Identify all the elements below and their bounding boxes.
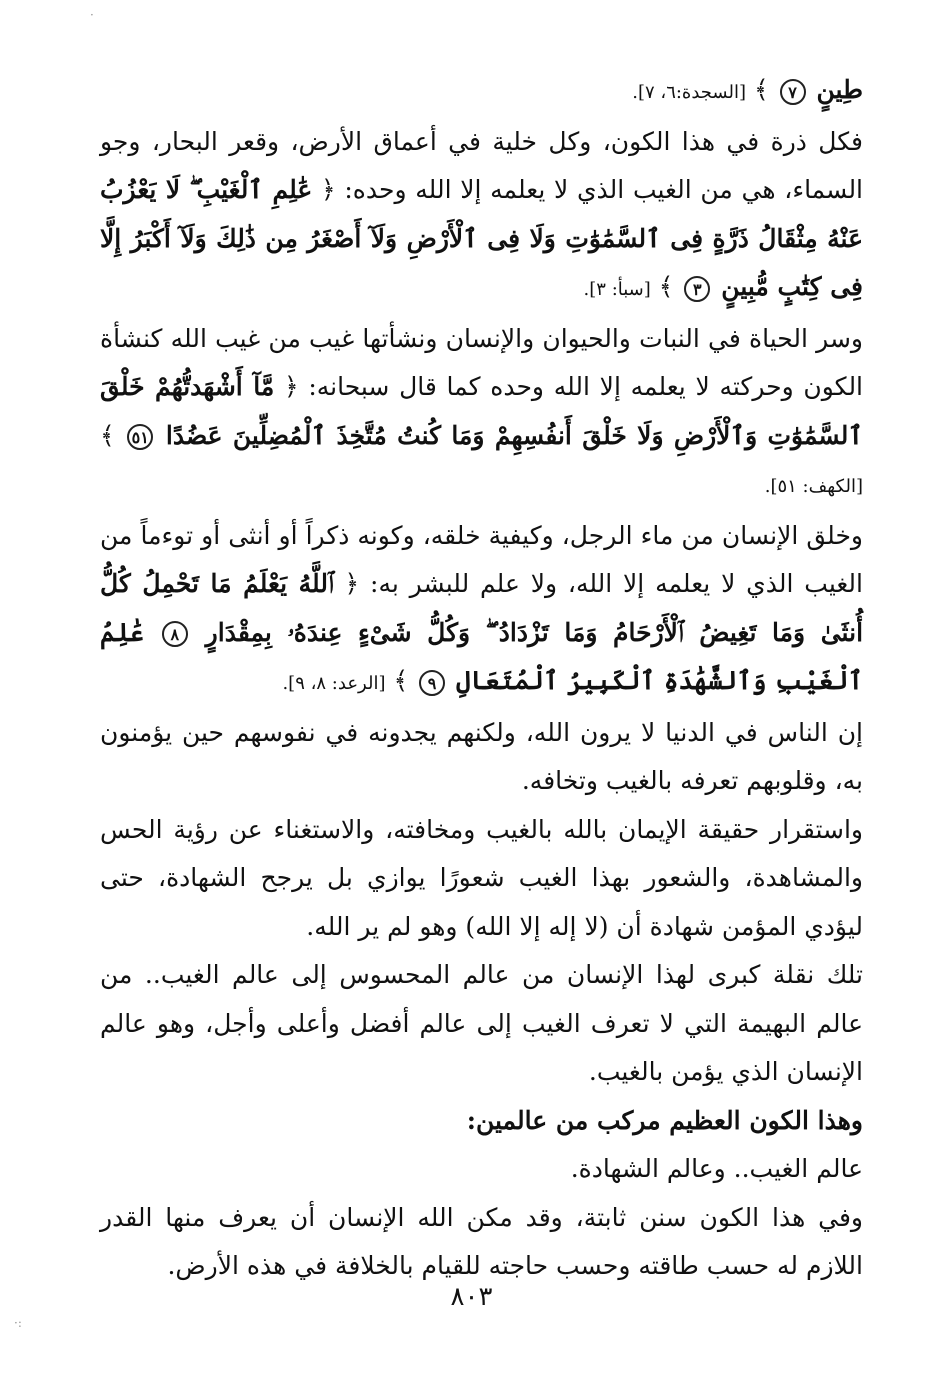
ornate-bracket: ﴿ [344,569,360,598]
body-text: فكل ذرة في هذا الكون، وكل خلية في أعماق الأرض، وقعر البحار، وجو السماء، هي من الغيب الذي لا يعلمه إلا الله وحده: [100,126,864,204]
paragraph [100,512,863,709]
ornate-bracket: ﴿ [283,372,299,401]
page-number: ٨٠٣ [450,1282,493,1312]
surah-reference: [السجدة:٦، ٧]. [632,82,746,103]
paragraph [100,315,863,512]
surah-reference: [سبأ: ٣]. [583,279,651,300]
ornate-bracket: ﴾ [100,420,115,450]
body-text: واستقرار حقيقة الإيمان بالله بالغيب ومخافته، والاستغناء عن رؤية الحس والمشاهدة، والشعور بهذا الغيب شعورًا يوازي بل يرجح الشهادة، حتى ليؤدي المؤمن شهادة أن (لا إله إلا الله) وهو لم ير الله. [100,814,863,941]
quran-verse: طِينٍ [816,75,863,104]
scan-mark: ·: [14,1316,22,1330]
ornate-bracket: ﴾ [658,272,674,301]
paragraph [100,66,863,118]
ayah-number-marker: ٩ [419,670,445,696]
body-text: تلك نقلة كبرى لهذا الإنسان من عالم المحسوس إلى عالم الغيب.. من عالم البهيمة التي لا تعرف الغيب إلى عالم أفضل وأعلى وأجل، وهو عالم الإنسان الذي يؤمن بالغيب. [100,960,863,1086]
paragraph [100,1097,863,1146]
paragraph [100,709,863,806]
scan-mark: · [90,8,94,22]
quran-verse: عَٰلِمِ ٱلْغَيْبِ ۖ لَا يَعْزُبُ عَنْهُ مِثْقَالُ ذَرَّةٍ فِى ٱلسَّمَٰوَٰتِ وَلَا فِى ٱلْأَرْضِ وَلَآ أَصْغَرُ مِن ذَٰلِكَ وَلَآ أَكْبَرُ إِلَّا فِى كِتَٰبٍ مُّبِينٍ [100,175,863,301]
paragraph [100,1145,863,1194]
body-text: وفي هذا الكون سنن ثابتة، وقد مكن الله الإنسان أن يعرف منها القدر اللازم له حسب طاقته وحسب حاجته للقيام بالخلافة في هذه الأرض. [100,1202,863,1280]
ornate-bracket: ﴿ [321,175,336,204]
ornate-bracket: ﴾ [393,666,409,695]
body-text: عالم الغيب.. وعالم الشهادة. [570,1154,863,1183]
surah-reference: [الرعد: ٨، ٩]. [282,673,386,694]
body-text: إن الناس في الدنيا لا يرون الله، ولكنهم يجدونه في نفوسهم حين يؤمنون به، وقلوبهم تعرفه بالغيب وتخافه. [100,717,863,795]
body-text: وخلق الإنسان من ماء الرجل، وكيفية خلقه، وكونه ذكراً أو أنثى أو توءماً من الغيب الذي لا يعلمه إلا الله، ولا علم للبشر به: [100,520,863,598]
paragraph [100,1194,863,1291]
surah-reference: [الكهف: ٥١]. [764,476,863,497]
quran-verse: عَٰلِمُ ٱلْغَيْبِ وَٱلشَّهَٰدَةِ ٱلْكَبِيرُ ٱلْمُتَعَالِ [100,617,863,695]
body-text: وسر الحياة في النبات والحيوان والإنسان ونشأتها غيب من غيب الله كنشأة الكون وحركته لا يعلمه إلا الله وحده كما قال سبحانه: [100,323,864,401]
ayah-number-marker: ٧ [780,79,806,105]
quran-verse: ٱللَّهُ يَعْلَمُ مَا تَحْمِلُ كُلُّ أُنثَىٰ وَمَا تَغِيضُ ٱلْأَرْحَامُ وَمَا تَزْدَادُ ۖ وَكُلُّ شَىْءٍ عِندَهُۥ بِمِقْدَارٍ [100,569,864,647]
page-body [100,66,863,1291]
ayah-number-marker: ٣ [684,276,710,302]
ayah-number-marker: ٨ [162,621,188,647]
paragraph [100,118,863,315]
section-heading: وهذا الكون العظيم مركب من عالمين: [466,1105,863,1135]
paragraph [100,806,863,952]
quran-verse: مَّآ أَشْهَدتُّهُمْ خَلْقَ ٱلسَّمَٰوَٰتِ وَٱلْأَرْضِ وَلَا خَلْقَ أَنفُسِهِمْ وَمَا كُنتُ مُتَّخِذَ ٱلْمُضِلِّينَ عَضُدًا [100,372,863,450]
ornate-bracket: ﴾ [753,75,769,104]
paragraph [100,951,863,1097]
ayah-number-marker: ٥١ [127,424,153,450]
